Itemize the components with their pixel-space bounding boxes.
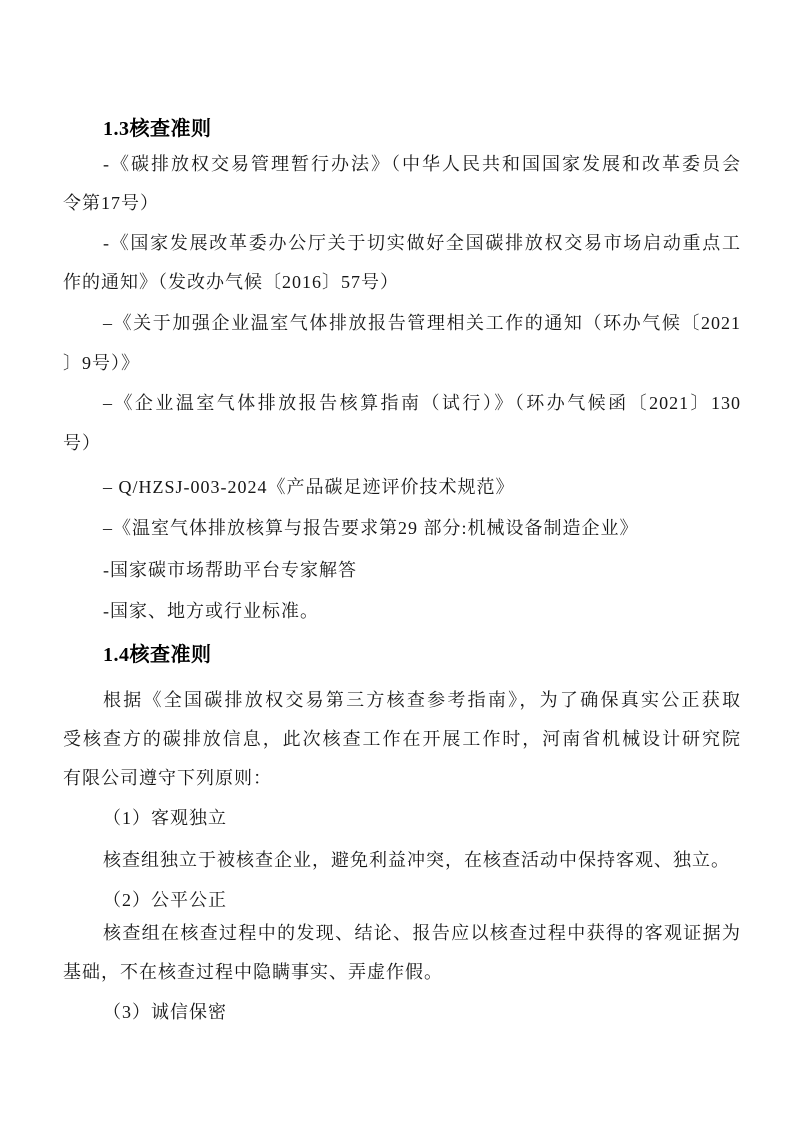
reference-2-line-1: -《国家发展改革委办公厅关于切实做好全国碳排放权交易市场启动重点工 xyxy=(103,233,741,253)
intro-paragraph-line-2: 受核查方的碳排放信息，此次核查工作在开展工作时，河南省机械设计研究院 xyxy=(63,729,741,749)
principle-1-title: （1）客观独立 xyxy=(103,808,227,828)
section-heading-1-4: 1.4核查准则 xyxy=(103,644,212,666)
reference-5-line: – Q/HZSJ-003-2024《产品碳足迹评价技术规范》 xyxy=(103,477,515,497)
reference-6-line: –《温室气体排放核算与报告要求第29 部分:机械设备制造企业》 xyxy=(103,518,639,538)
principle-3-title: （3）诚信保密 xyxy=(103,1002,227,1022)
reference-4-line-1: –《企业温室气体排放报告核算指南（试行）》（环办气候函〔2021〕130 xyxy=(103,393,741,413)
reference-8-line: -国家、地方或行业标准。 xyxy=(103,601,319,621)
principle-2-body-line-1: 核查组在核查过程中的发现、结论、报告应以核查过程中获得的客观证据为 xyxy=(103,923,741,943)
reference-7-line: -国家碳市场帮助平台专家解答 xyxy=(103,560,357,580)
reference-3-line-1: –《关于加强企业温室气体排放报告管理相关工作的通知（环办气候〔2021 xyxy=(103,313,741,333)
reference-4-line-2: 号） xyxy=(63,433,101,453)
reference-3-line-2: 〕9号）》 xyxy=(63,353,140,373)
intro-paragraph-line-3: 有限公司遵守下列原则： xyxy=(63,768,272,788)
reference-1-line-2: 令第17号） xyxy=(63,193,159,213)
reference-1-line-1: -《碳排放权交易管理暂行办法》（中华人民共和国国家发展和改革委员会 xyxy=(103,154,741,174)
section-heading-1-3: 1.3核查准则 xyxy=(103,118,212,140)
principle-2-body-line-2: 基础，不在核查过程中隐瞒事实、弄虚作假。 xyxy=(63,962,443,982)
reference-2-line-2: 作的通知》（发改办气候〔2016〕57号） xyxy=(63,272,399,292)
intro-paragraph-line-1: 根据《全国碳排放权交易第三方核查参考指南》，为了确保真实公正获取 xyxy=(103,690,741,710)
principle-1-body: 核查组独立于被核查企业，避免利益冲突，在核查活动中保持客观、独立。 xyxy=(103,850,730,870)
principle-2-title: （2）公平公正 xyxy=(103,890,227,910)
